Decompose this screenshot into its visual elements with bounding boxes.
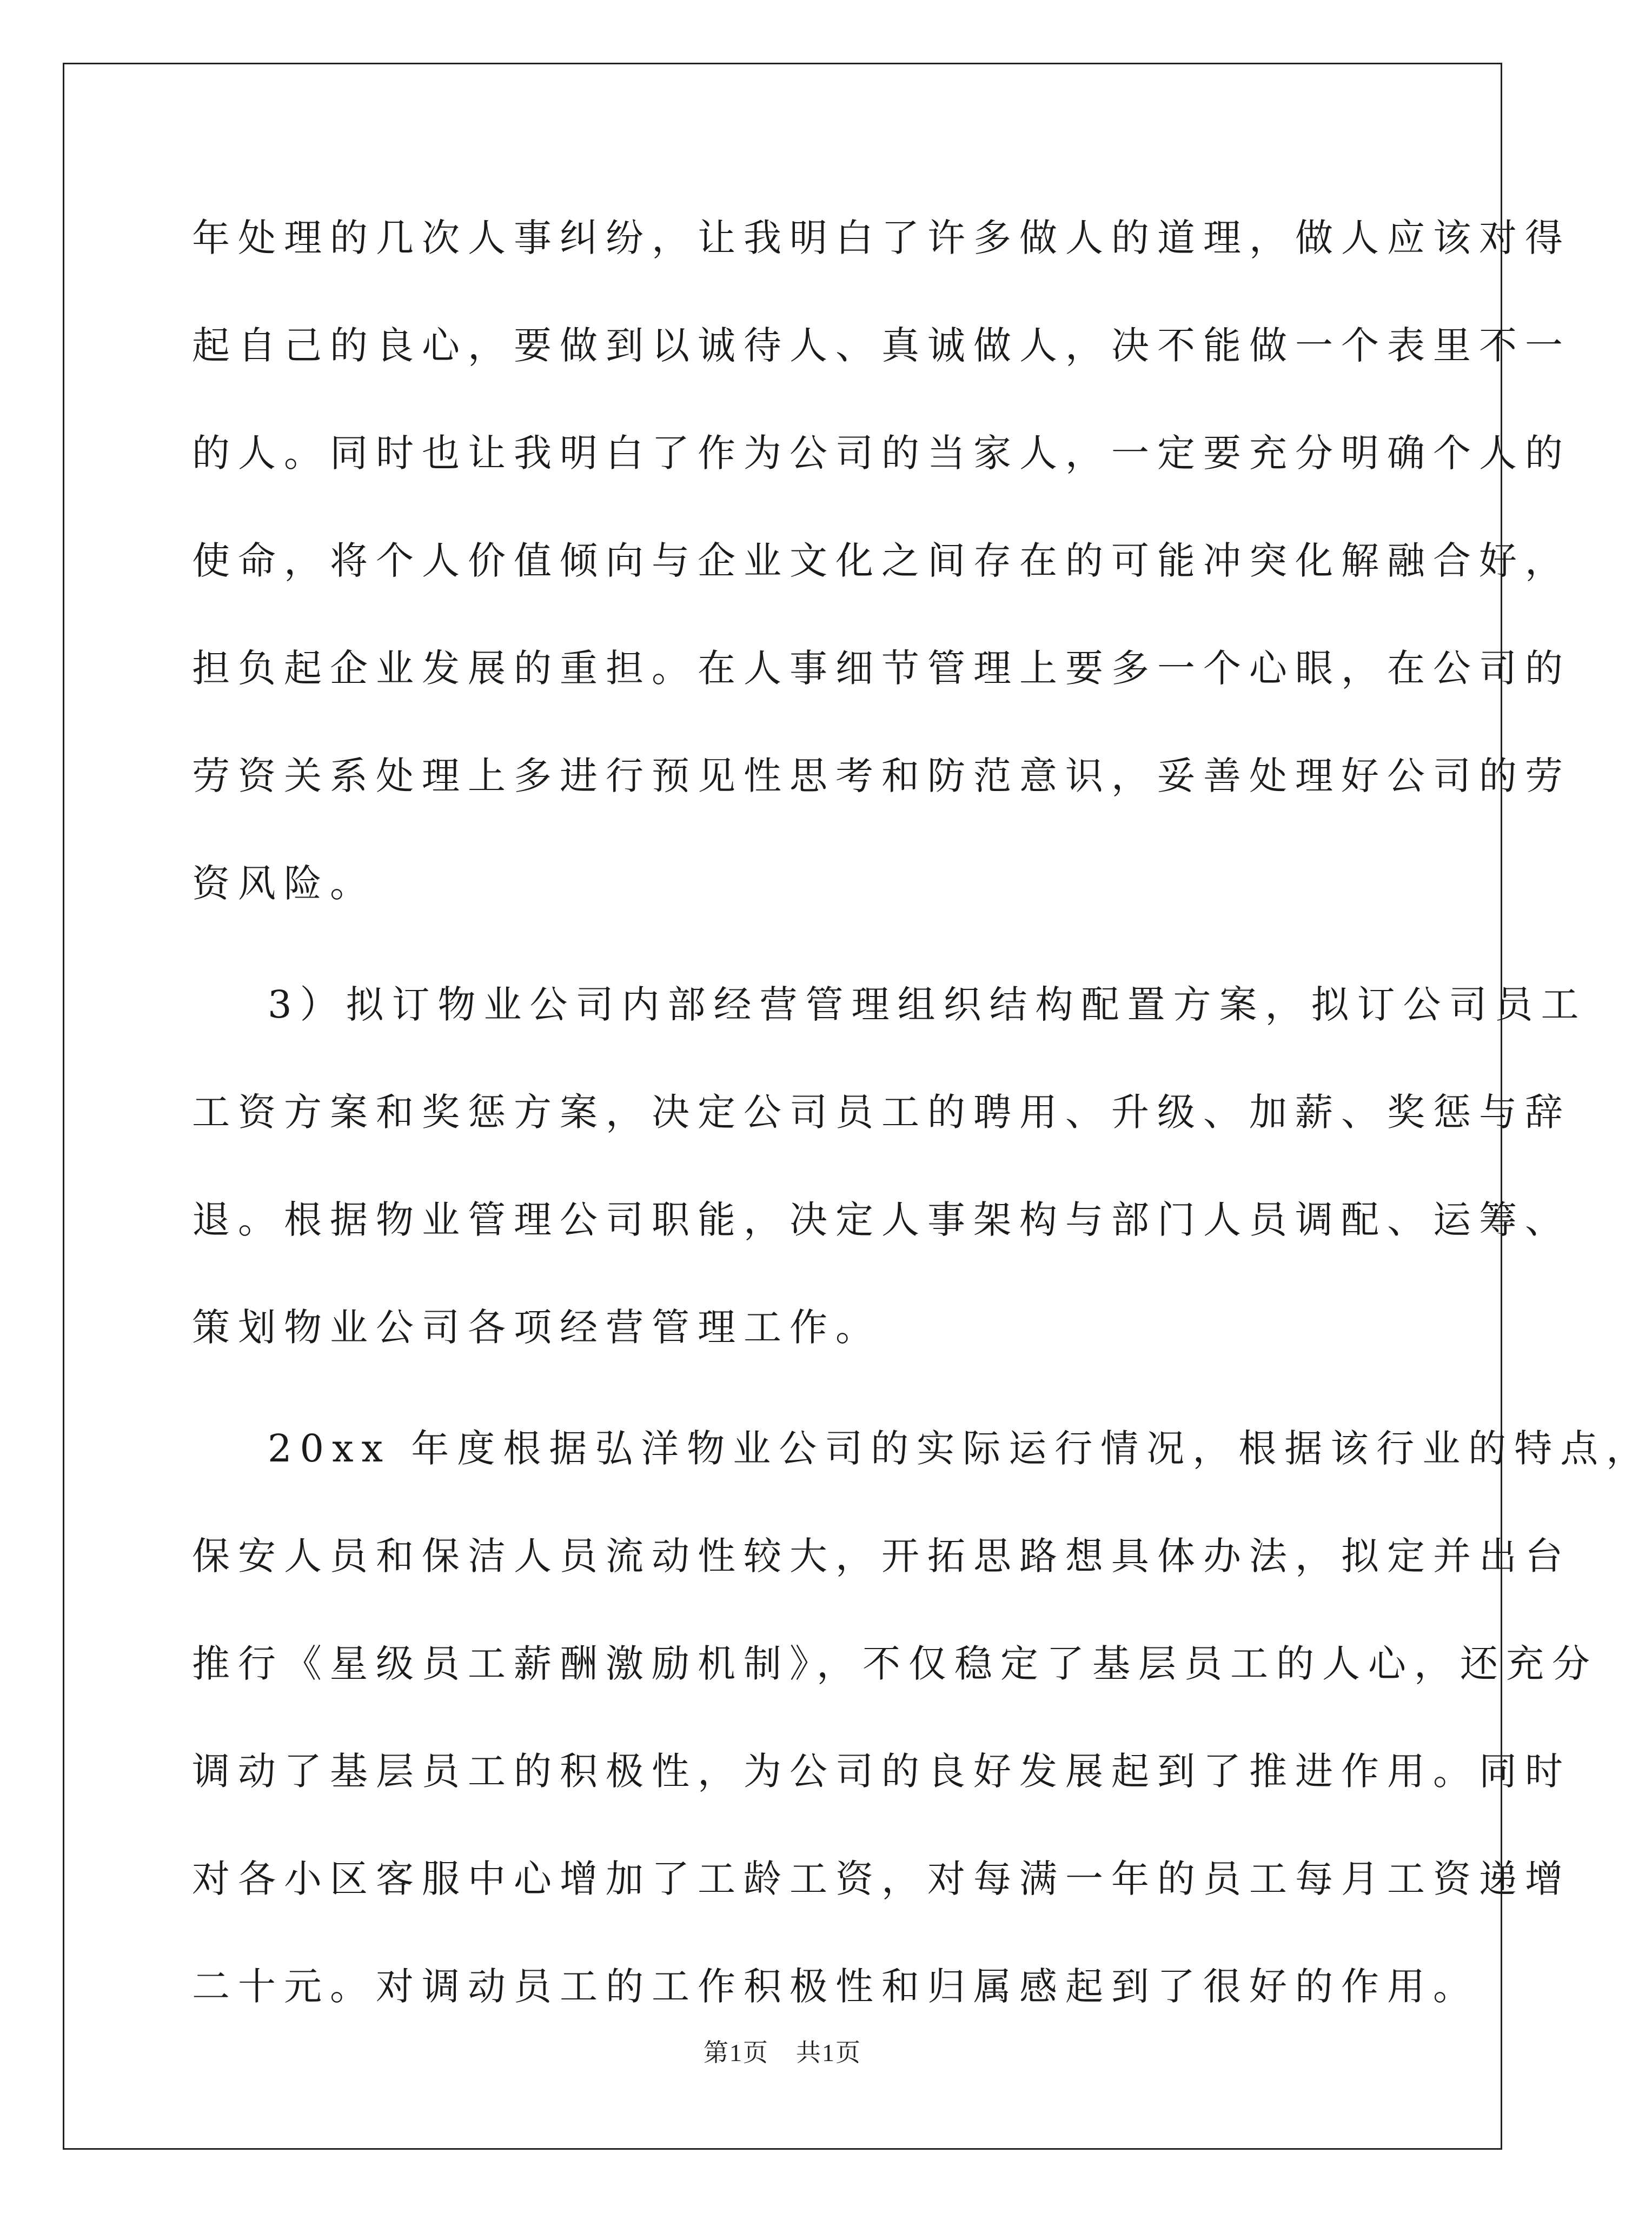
paragraph	[192, 208, 1571, 961]
page-footer	[0, 2033, 1565, 2069]
text-line: 二十元。对调动员工的工作积极性和归属感起到了很好的作用。	[192, 1964, 1479, 2009]
text-line: 保安人员和保洁人员流动性较大，开拓思路想具体办法，拟定并出台	[192, 1534, 1571, 1578]
text-line: 20xx 年度根据弘洋物业公司的实际运行情况，根据该行业的特点，	[268, 1426, 1652, 1471]
paragraph	[192, 975, 1587, 1405]
text-line: 的人。同时也让我明白了作为公司的当家人，一定要充分明确个人的	[192, 431, 1571, 475]
text-line: 对各小区客服中心增加了工龄工资，对每满一年的员工每月工资递增	[192, 1857, 1571, 1901]
text-line: 调动了基层员工的积极性，为公司的良好发展起到了推进作用。同时	[192, 1749, 1571, 1793]
text-line: 推行《星级员工薪酬激励机制》，不仅稳定了基层员工的人心，还充分	[192, 1642, 1598, 1686]
text-line: 起自己的良心，要做到以诚待人、真诚做人，决不能做一个表里不一	[192, 323, 1571, 368]
text-line: 使命，将个人价值倾向与企业文化之间存在的可能冲突化解融合好，	[192, 539, 1571, 583]
text-line: 资风险。	[192, 861, 376, 906]
text-line: 工资方案和奖惩方案，决定公司员工的聘用、升级、加薪、奖惩与辞	[192, 1090, 1571, 1134]
paragraph	[192, 1419, 1652, 2064]
text-line: 3）拟订物业公司内部经营管理组织结构配置方案，拟订公司员工	[268, 982, 1587, 1027]
page-number: 第1页	[704, 2039, 769, 2066]
document-body	[192, 208, 1652, 2064]
text-line: 担负起企业发展的重担。在人事细节管理上要多一个心眼，在公司的	[192, 646, 1571, 690]
page-total: 共1页	[796, 2039, 861, 2066]
text-line: 劳资关系处理上多进行预见性思考和防范意识，妥善处理好公司的劳	[192, 754, 1571, 798]
text-line: 退。根据物业管理公司职能，决定人事架构与部门人员调配、运筹、	[192, 1198, 1571, 1242]
paragraph-spacing	[192, 1405, 1376, 1419]
text-line: 策划物业公司各项经营管理工作。	[192, 1305, 881, 1350]
text-line: 年处理的几次人事纠纷，让我明白了许多做人的道理，做人应该对得	[192, 216, 1571, 260]
paragraph-spacing	[192, 961, 1376, 975]
